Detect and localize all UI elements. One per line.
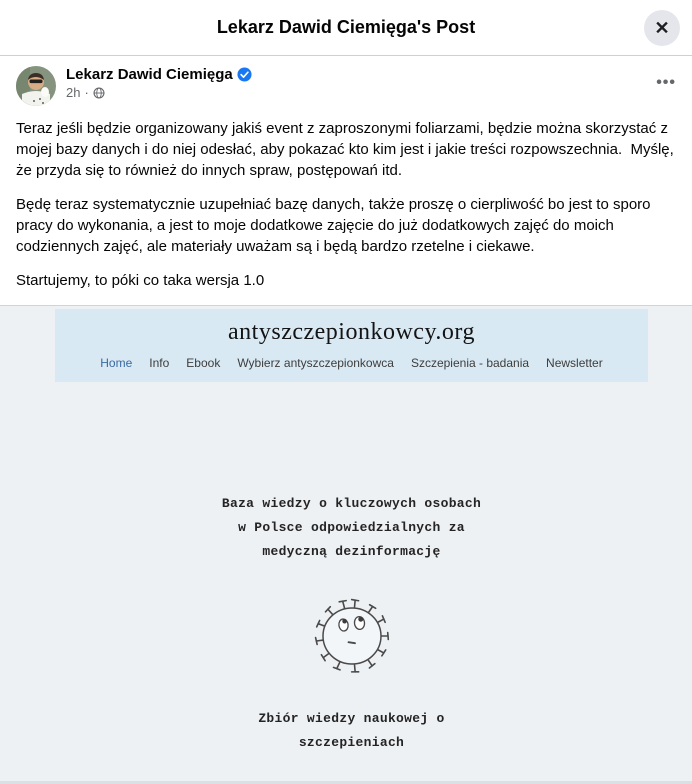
- website-title: antyszczepionkowcy.org: [228, 319, 475, 345]
- website-header-band: [55, 309, 648, 382]
- close-button[interactable]: [644, 10, 680, 46]
- nav-item-home: Home: [100, 356, 133, 370]
- headline-line: Baza wiedzy o kluczowych osobach: [221, 496, 482, 511]
- verified-badge-icon: [237, 67, 252, 82]
- modal-header: [0, 0, 692, 56]
- footer-line: Zbiór wiedzy naukowej o: [258, 711, 445, 726]
- nav-item-info: Info: [149, 356, 170, 370]
- post-paragraph: Startujemy, to póki co taka wersja 1.0: [16, 272, 265, 289]
- website-headline: [55, 492, 648, 564]
- website-page: [55, 309, 648, 755]
- post-meta: [66, 66, 252, 100]
- more-options-icon: •••: [656, 74, 676, 91]
- post-paragraph: Teraz jeśli będzie organizowany jakiś event z zaproszonymi foliarzami, będzie można skorzystać z mojej bazy danych i do niej odesłać, aby pokazać kto kim jest i jakie treści rozpowszechnia. Myślę, że przyda się to również do innych spraw, postępowań itd.: [16, 120, 678, 179]
- timestamp[interactable]: 2h: [66, 85, 81, 100]
- headline-line: medyczną dezinformację: [262, 544, 441, 559]
- headline-line: w Polsce odpowiedzialnych za: [238, 520, 465, 535]
- nav-item-wybierz: Wybierz antyszczepionkowca: [237, 356, 394, 370]
- footer-line: szczepieniach: [298, 735, 405, 750]
- post-paragraph: Będę teraz systematycznie uzupełniać bazę danych, także proszę o cierpliwość bo jest to sporo pracy do wykonania, a jest to moje dodatkowe zajęcie do już dodatkowych zajęć do moich codziennych zajęć, ale materiały uważam są i będą bardzo rzetelne i ciekawe.: [16, 196, 655, 255]
- page-title: Lekarz Dawid Ciemięga's Post: [216, 17, 476, 37]
- avatar-image: [16, 66, 56, 106]
- virus-cartoon-icon: [302, 584, 402, 684]
- website-footer-text: [55, 707, 648, 755]
- virus-illustration: [55, 584, 648, 689]
- author-name[interactable]: Lekarz Dawid Ciemięga: [66, 66, 233, 83]
- globe-privacy-icon: [93, 87, 105, 99]
- website-nav: [55, 356, 648, 370]
- link-preview[interactable]: [0, 305, 692, 784]
- nav-item-newsletter: Newsletter: [546, 356, 603, 370]
- avatar[interactable]: [16, 66, 56, 106]
- nav-item-ebook: Ebook: [186, 356, 221, 370]
- nav-item-szczepienia: Szczepienia - badania: [410, 356, 530, 370]
- dot-separator: ·: [84, 85, 89, 100]
- post-header: [0, 56, 692, 112]
- more-options-button[interactable]: [656, 74, 676, 92]
- close-icon: ✕: [654, 18, 670, 38]
